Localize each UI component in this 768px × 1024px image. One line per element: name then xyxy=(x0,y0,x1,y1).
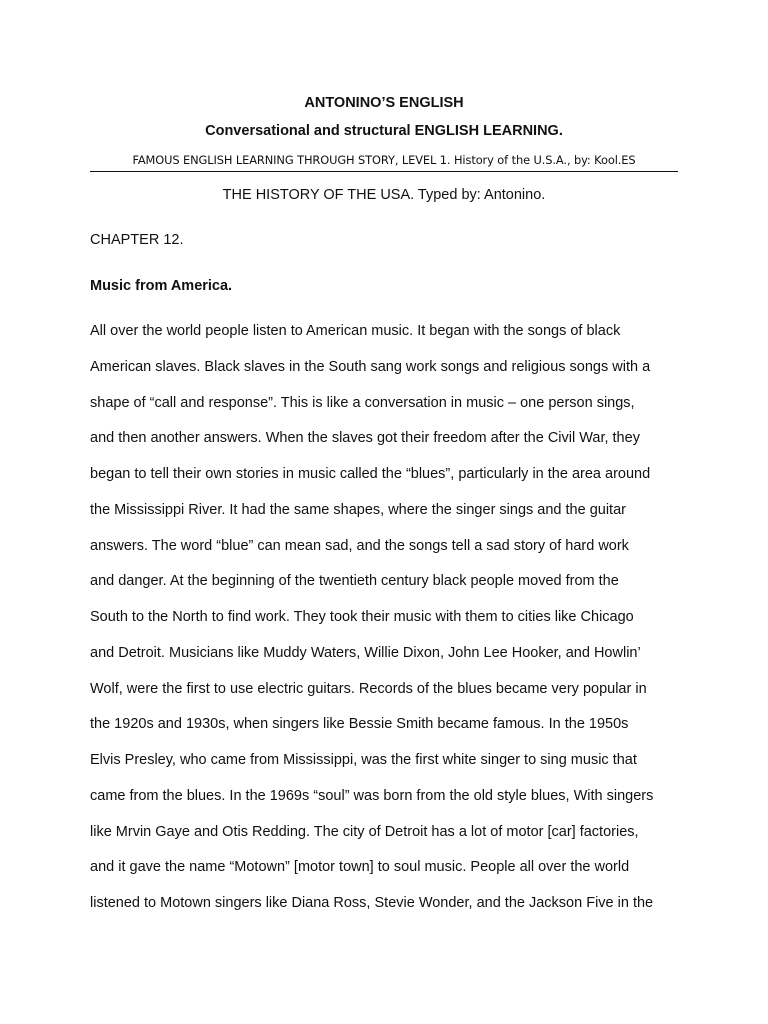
body-line: and then another answers. When the slaves got their freedom after the Civil War, they xyxy=(90,430,640,447)
body-line: came from the blues. In the 1969s “soul” was born from the old style blues, With singers xyxy=(90,787,654,804)
body-line: Elvis Presley, who came from Mississippi, was the first white singer to sing music that xyxy=(90,752,637,768)
body-line: listened to Motown singers like Diana Ross, Stevie Wonder, and the Jackson Five in the xyxy=(90,895,654,911)
body-line: the Mississippi River. It had the same shapes, where the singer sings and the guitar xyxy=(90,501,626,518)
body-line: shape of “call and response”. This is like a conversation in music – one person sings, xyxy=(90,394,635,411)
body-line: like Mrvin Gaye and Otis Redding. The city of Detroit has a lot of motor [car] factories, xyxy=(90,823,639,840)
series-header: FAMOUS ENGLISH LEARNING THROUGH STORY, LEVEL 1. History of the U.S.A., by: Kool.ES xyxy=(132,153,636,167)
body-line: Wolf, were the first to use electric guitars. Records of the blues became very popular in xyxy=(90,680,647,697)
body-line: began to tell their own stories in music called the “blues”, particularly in the area around xyxy=(90,466,651,482)
body-line: and danger. At the beginning of the twentieth century black people moved from the xyxy=(90,573,619,590)
body-line: All over the world people listen to American music. It began with the songs of black xyxy=(90,323,621,339)
body-line: and it gave the name “Motown” [motor town] to soul music. People all over the world xyxy=(90,859,630,876)
section-heading: Music from America. xyxy=(90,278,233,294)
body-line: answers. The word “blue” can mean sad, and the songs tell a sad story of hard work xyxy=(90,537,629,554)
body-line: South to the North to find work. They took their music with them to cities like Chicago xyxy=(90,609,634,625)
document-title: ANTONINO’S ENGLISH xyxy=(304,95,464,111)
body-line: the 1920s and 1930s, when singers like Bessie Smith became famous. In the 1950s xyxy=(90,716,629,733)
header-divider xyxy=(90,171,678,172)
body-line: and Detroit. Musicians like Muddy Waters, Willie Dixon, John Lee Hooker, and Howlin’ xyxy=(90,644,641,661)
document-subtitle: Conversational and structural ENGLISH LEARNING. xyxy=(205,123,563,139)
chapter-label: CHAPTER 12. xyxy=(90,232,184,248)
typed-by-line: THE HISTORY OF THE USA. Typed by: Antonino. xyxy=(222,187,546,203)
body-line: American slaves. Black slaves in the South sang work songs and religious songs with a xyxy=(90,358,651,375)
body-paragraph xyxy=(90,322,690,930)
